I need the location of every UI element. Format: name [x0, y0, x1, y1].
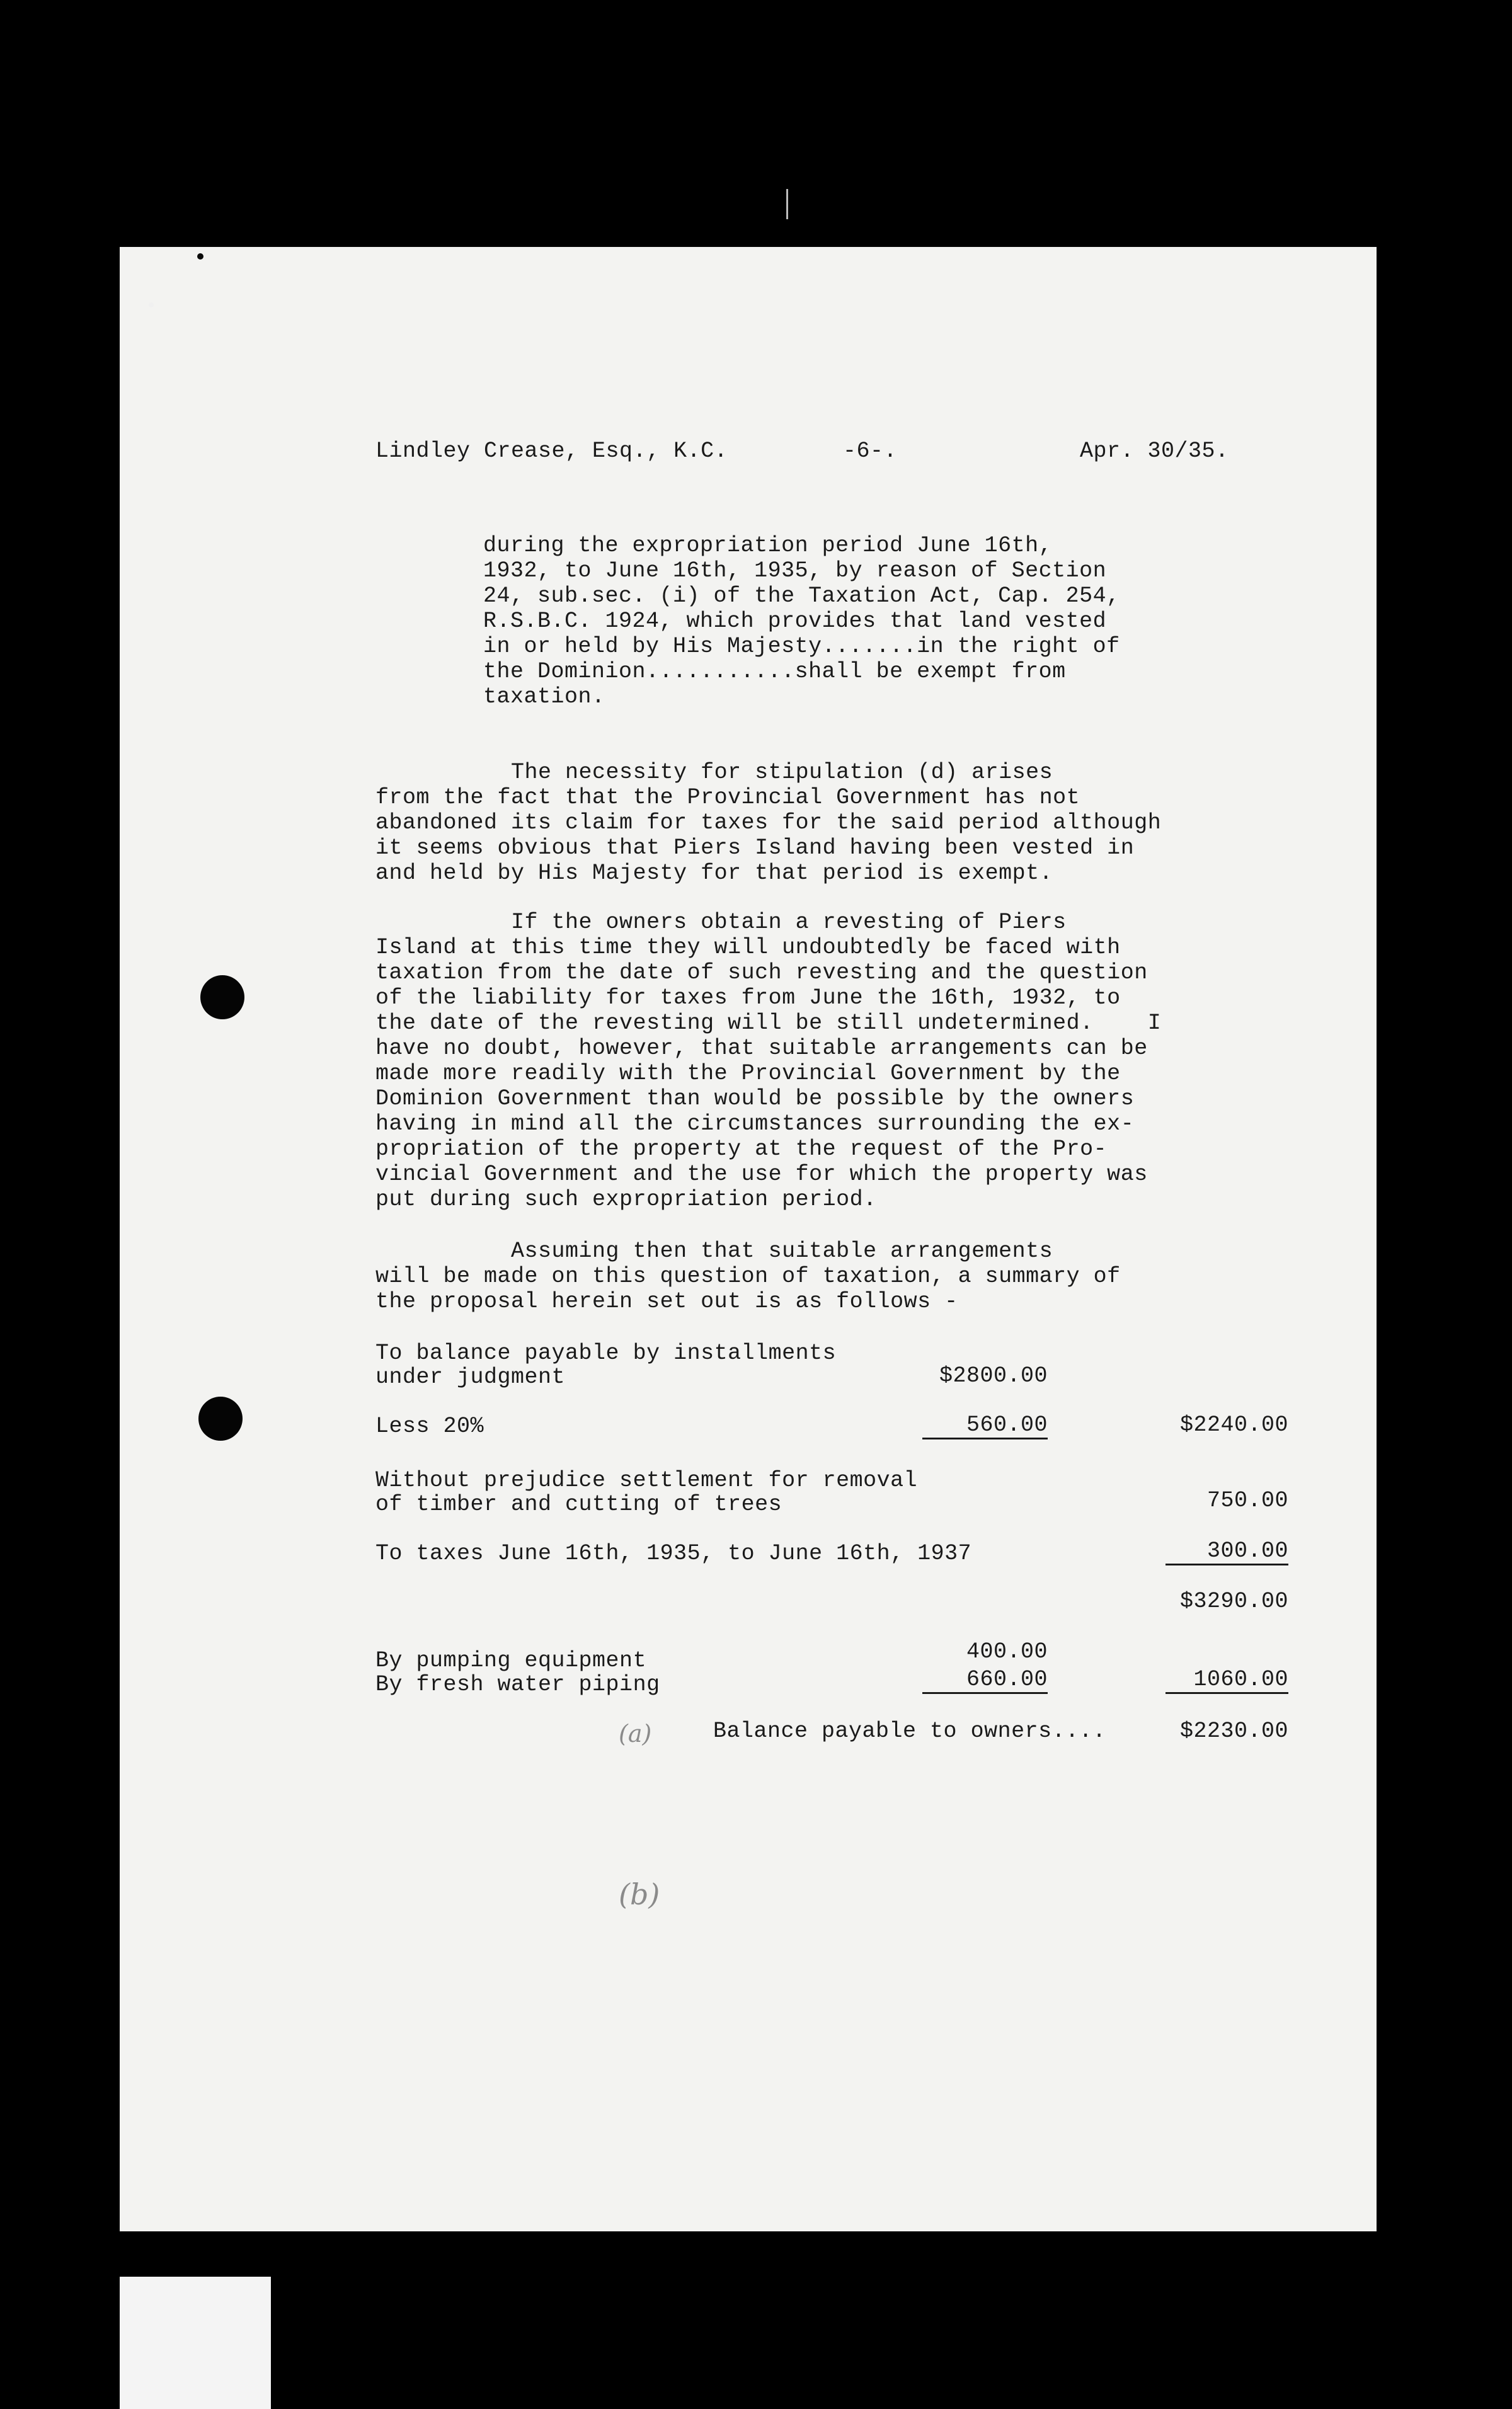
header-addressee: Lindley Crease, Esq., K.C.	[375, 438, 728, 464]
punch-hole-top	[200, 975, 244, 1019]
header-date: Apr. 30/35.	[1080, 438, 1229, 464]
body-line: having in mind all the circumstances surrounding the ex-	[375, 1111, 1135, 1136]
summary-row1-label: To balance payable by installments	[375, 1341, 837, 1366]
speck-2	[149, 302, 154, 307]
body-line: have no doubt, however, that suitable arrangements can be	[375, 1036, 1148, 1061]
summary-row5-label: By pumping equipment	[375, 1648, 647, 1673]
quote-line: taxation.	[483, 684, 605, 709]
quote-line: in or held by His Majesty.......in the right of	[483, 634, 1120, 659]
quote-line: during the expropriation period June 16th,	[483, 533, 1053, 558]
body-line: of the liability for taxes from June the 16th, 1932, to	[375, 985, 1121, 1010]
body-line: taxation from the date of such revesting and the question	[375, 960, 1148, 985]
body-line: The necessity for stipulation (d) arises	[375, 760, 1053, 785]
body-line: will be made on this question of taxation, a summary of	[375, 1264, 1121, 1289]
body-line: Assuming then that suitable arrangements	[375, 1239, 1053, 1264]
body-line: If the owners obtain a revesting of Piers	[375, 910, 1067, 935]
balance-value: $2230.00	[1179, 1719, 1288, 1744]
body-line: from the fact that the Provincial Government has not	[375, 785, 1080, 810]
body-line: propriation of the property at the request of the Pro-	[375, 1136, 1108, 1162]
quoted-block	[483, 533, 1120, 709]
speck-1	[197, 253, 203, 260]
archive-label-strip	[120, 2277, 271, 2409]
body-line: Island at this time they will undoubtedly be faced with	[375, 935, 1121, 960]
paragraph-1	[375, 760, 1161, 886]
summary-row2-total: $2240.00	[1179, 1412, 1288, 1438]
body-line: and held by His Majesty for that period is exempt.	[375, 861, 1053, 886]
summary-row1-label-cont: under judgment	[375, 1365, 566, 1390]
handwritten-annotation-b: (b)	[619, 1877, 660, 1911]
film-scratch	[786, 189, 788, 219]
summary-row3-label-cont: of timber and cutting of trees	[375, 1492, 782, 1517]
header-page-number: -6-.	[843, 438, 898, 464]
body-line: Dominion Government than would be possible by the owners	[375, 1086, 1135, 1111]
summary-subtotal: $3290.00	[1179, 1589, 1288, 1614]
body-line: vincial Government and the use for which the property was	[375, 1162, 1148, 1187]
paragraph-2	[375, 910, 1161, 1212]
summary-row6-total: 1060.00	[1166, 1667, 1288, 1694]
body-line: the date of the revesting will be still undetermined. I	[375, 1010, 1162, 1036]
punch-hole-bottom	[198, 1397, 243, 1441]
summary-row5-amount: 400.00	[966, 1639, 1048, 1664]
summary-row1-amount: $2800.00	[939, 1363, 1048, 1388]
summary-row2-label: Less 20%	[375, 1414, 484, 1439]
summary-row6-amount: 660.00	[922, 1667, 1048, 1694]
summary-row3-label: Without prejudice settlement for removal	[375, 1468, 918, 1493]
quote-line: the Dominion...........shall be exempt from	[483, 659, 1066, 684]
summary-row6-label: By fresh water piping	[375, 1672, 660, 1697]
quote-line: R.S.B.C. 1924, which provides that land vested	[483, 609, 1107, 634]
body-line: it seems obvious that Piers Island having been vested in	[375, 835, 1135, 861]
body-line: abandoned its claim for taxes for the said period although	[375, 810, 1162, 835]
summary-row4-label: To taxes June 16th, 1935, to June 16th, 1937	[375, 1541, 972, 1566]
body-line: the proposal herein set out is as follows -	[375, 1289, 958, 1314]
body-line: made more readily with the Provincial Government by the	[375, 1061, 1121, 1086]
paragraph-3	[375, 1239, 1121, 1314]
summary-row3-total: 750.00	[1206, 1488, 1288, 1513]
balance-label: Balance payable to owners....	[713, 1719, 1106, 1744]
summary-row2-amount: 560.00	[922, 1412, 1048, 1439]
handwritten-annotation-a: (a)	[619, 1720, 652, 1748]
body-line: put during such expropriation period.	[375, 1187, 877, 1212]
quote-line: 24, sub.sec. (i) of the Taxation Act, Cap. 254,	[483, 583, 1120, 609]
summary-row4-total: 300.00	[1166, 1538, 1288, 1565]
quote-line: 1932, to June 16th, 1935, by reason of Section	[483, 558, 1107, 583]
